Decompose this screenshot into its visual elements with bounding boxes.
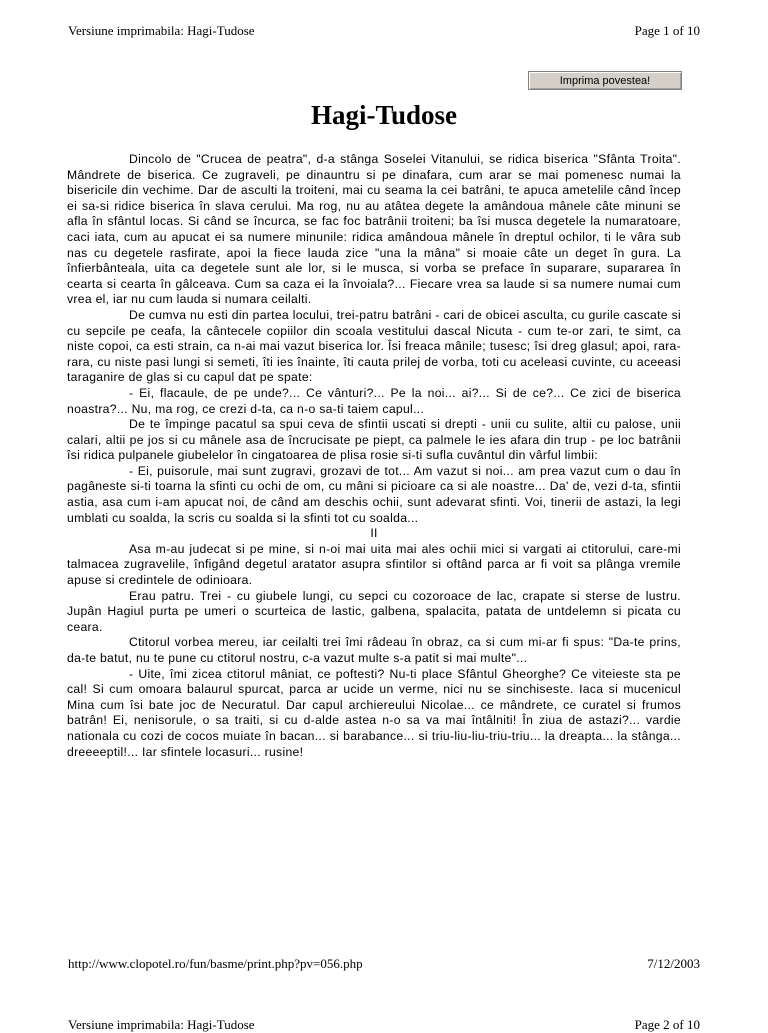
story-text xyxy=(67,152,681,760)
paragraph: Asa m-au judecat si pe mine, si n-oi mai uita mai ales ochii mici si vargati ai ctitorului, care-mi talmacea zugravelile, înfigând degetul aratator asupra sfintilor si oftând parca ar fi voit sa plânga vremile apuse si credintele de odinioara. xyxy=(67,541,681,588)
print-footer-url: http://www.clopotel.ro/fun/basme/print.php?pv=056.php xyxy=(68,956,363,971)
story-title: Hagi-Tudose xyxy=(310,100,458,130)
print-footer-date: 7/12/2003 xyxy=(647,956,700,971)
paragraph: - Ei, puisorule, mai sunt zugravi, grozavi de tot... Am vazut si noi... am prea vazut cum o dau în pagâneste si-ti toarna la sfinti cu ochi de om, cu mâni si picioare ca si ale noastre... Da' de, vezi d-ta, sfintii astia, asa cum i-am apucat noi, de când am deschis ochii, sunt adevarat sfinti. Voi, tinerii de astazi, la legi umblati cu soalda, la scris cu soalda si la sfinti tot cu soalda... xyxy=(67,463,681,525)
paragraph: De te împinge pacatul sa spui ceva de sfintii uscati si drepti - unii cu sulite, altii cu palose, unii calari, altii pe jos si cu mânele asa de încrucisate pe piept, ca palmele le ies afara din trup - pe loc batrânii îsi ridica pulpanele giubelelor în cingatoarea de plisa rosie si-ti sufla cuvântul din vârful limbii: xyxy=(67,417,681,463)
paragraph: - Uite, îmi zicea ctitorul mâniat, ce poftesti? Nu-ti place Sfântul Gheorghe? Ce viteieste sta pe cal! Si cum omoara balaurul spurcat, parca ar ucide un verme, nici nu se sinchiseste. Iaca si mucenicul Mina cum îsi bate joc de Necuratul. Dar capul archiereului Nicolae... ce mândrete, ce curatel si frumos batrân! Ei, nenisorule, o sa traiti, si cu d-alde astea n-o sa va mai întâlniti! În ziua de astazi?... vardie nationala cu cozi de cocos muiate în bacan... si barabance... si triu-liu-liu-triu-triu... la dreapta... la stânga... dreeeeptil!... Iar sfintele locasuri... rusine! xyxy=(67,666,681,759)
next-page-header-title: Versiune imprimabila: Hagi-Tudose xyxy=(68,1017,255,1032)
print-header-title: Versiune imprimabila: Hagi-Tudose xyxy=(68,23,255,38)
next-page-header-page-number: Page 2 of 10 xyxy=(634,1017,700,1032)
chapter-number: II xyxy=(370,526,378,541)
paragraph: - Ei, flacaule, de pe unde?... Ce vânturi?... Pe la noi... ai?... Si de ce?... Ce zici de biserica noastra?... Nu, ma rog, ce crezi d-ta, ca n-o sa-ti taiem capul... xyxy=(67,385,681,416)
print-story-button[interactable]: Imprima povestea! xyxy=(528,71,682,90)
print-header-page-number: Page 1 of 10 xyxy=(634,23,700,38)
paragraph: Dincolo de "Crucea de peatra", d-a stânga Soselei Vitanului, se ridica biserica "Sfânta Troita". Mândrete de biserica. Ce zugraveli, pe dinauntru si pe dinafara, cum arar se mai pomenesc numai la bisericile din vechime. Dar de asculti la troiteni, mai cu seama la cei batrâni, te apuca ametelile când încep ei sa-si ridice biserica în slava cerului. Ma rog, nu au atâtea degete la amândoua mânele câte minuni se afla în sfântul locas. Si când se încurca, se fac foc batrânii troiteni; ba îsi musca degetele la numaratoare, caci iata, cum au apucat ei sa numere minunile: ridica amândoua mânele în dreptul ochilor, ti le vâra sub nas cu degetele rasfirate, apoi la fiece lauda zice "una la mâna" si moaie câte un deget în gura. La înfierbânteala, uita ca degetele sunt ale lor, si le musca, si vorba se preface în suparare, supararea în cearta si cearta în gâlceava. Cum sa caza ei la învoiala?... Fiecare vrea sa laude si sa numere numai cum vrea el, iar nu cum lauda si numara ceilalti. xyxy=(67,152,681,307)
paragraph: De cumva nu esti din partea locului, trei-patru batrâni - cari de obicei asculta, cu gurile cascate si cu sepcile pe ceafa, la cântecele copiilor din scoala vestitului dascal Nicuta - cum te-or zari, te simt, ca niste copoi, ca esti strain, ca n-ai mai vazut biserica lor. Îsi freaca mânile; tusesc; îsi dreg glasul; apoi, rara-rara, cu niste pasi lungi si semeti, îti ies înainte, îti cauta prilej de vorba, toti cu aceleasi cuvinte, cu aceeasi taraganire de glas si cu capul dat pe spate: xyxy=(67,307,681,385)
paragraph: Erau patru. Trei - cu giubele lungi, cu sepci cu cozoroace de lac, crapate si sterse de lustru. Jupân Hagiul purta pe umeri o scurteica de lastic, galbena, spalacita, patata de untdelemn si picata cu ceara. xyxy=(67,588,681,634)
paragraph: Ctitorul vorbea mereu, iar ceilalti trei îmi râdeau în obraz, ca si cum mi-ar fi spus: "Da-te prins, da-te batut, nu te pune cu ctitorul nostru, c-a vazut multe s-a patit si mai multe"... xyxy=(67,635,681,665)
